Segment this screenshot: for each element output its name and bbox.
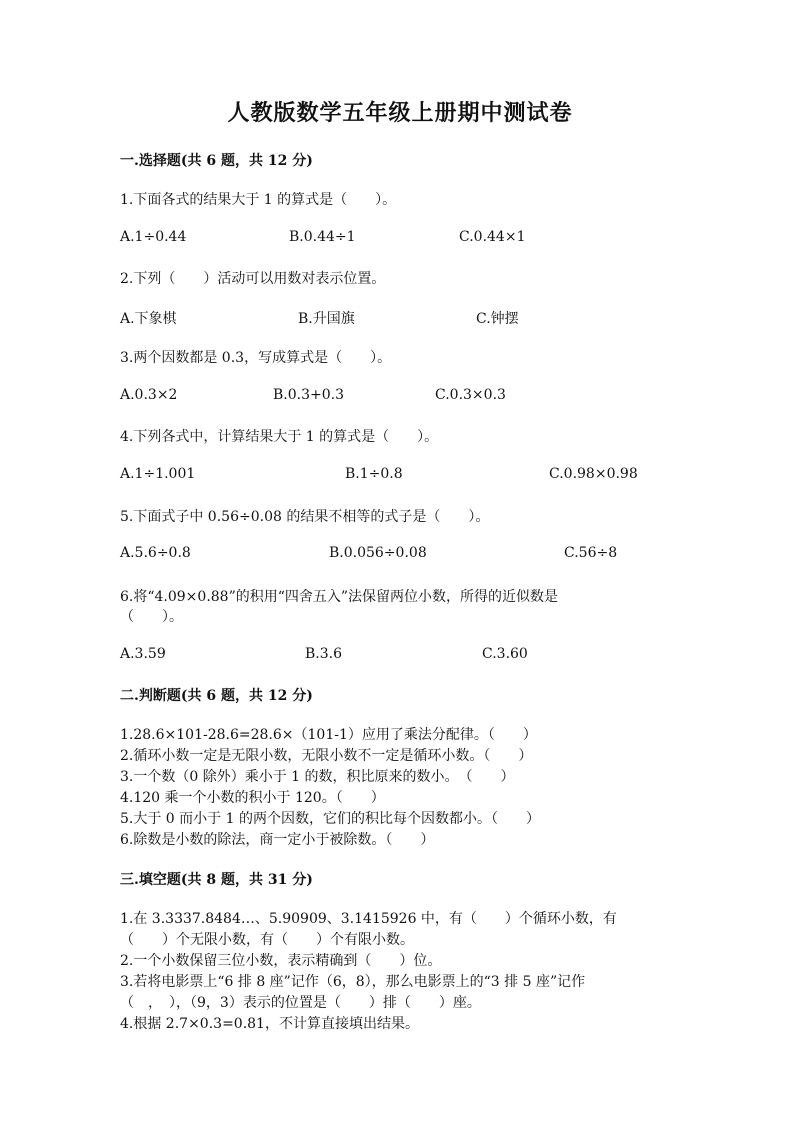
judgment-item-1: 1.28.6×101-28.6=28.6×（101-1）应用了乘法分配律。（ ） bbox=[120, 727, 537, 743]
section-heading-choice: 一.选择题(共 6 题，共 12 分) bbox=[120, 153, 313, 169]
question-5: 5.下面式子中 0.56÷0.08 的结果不相等的式子是（ ）。 bbox=[120, 509, 490, 525]
fill-line-1: 1.在 3.3337.8484…、5.90909、3.1415926 中，有（ ）个循环小数，有 bbox=[120, 911, 617, 927]
question-3: 3.两个因数都是 0.3，写成算式是（ ）。 bbox=[120, 350, 392, 366]
option-1c: C.0.44×1 bbox=[459, 229, 526, 245]
option-4c: C.0.98×0.98 bbox=[549, 466, 638, 482]
page-title: 人教版数学五年级上册期中测试卷 bbox=[227, 100, 573, 126]
option-5a: A.5.6÷0.8 bbox=[120, 545, 191, 561]
fill-line-4: 3.若将电影票上“6 排 8 座”记作（6，8），那么电影票上的“3 排 5 座”记作 bbox=[120, 974, 586, 990]
option-5c: C.56÷8 bbox=[564, 545, 618, 561]
option-6a: A.3.59 bbox=[120, 646, 166, 662]
option-3c: C.0.3×0.3 bbox=[435, 387, 506, 403]
question-6: 6.将“4.09×0.88”的积用“四舍五入”法保留两位小数，所得的近似数是 bbox=[120, 589, 559, 605]
option-5b: B.0.056÷0.08 bbox=[329, 545, 427, 561]
option-2c: C.钟摆 bbox=[476, 311, 519, 327]
fill-line-2: （ ）个无限小数，有（ ）个有限小数。 bbox=[120, 932, 414, 948]
section-heading-judgment: 二.判断题(共 6 题，共 12 分) bbox=[120, 688, 313, 704]
judgment-item-2: 2.循环小数一定是无限小数，无限小数不一定是循环小数。（ ） bbox=[120, 748, 533, 764]
option-6b: B.3.6 bbox=[305, 646, 343, 662]
judgment-item-3: 3.一个数（0 除外）乘小于 1 的数，积比原来的数小。 （ ） bbox=[120, 769, 515, 785]
option-4b: B.1÷0.8 bbox=[345, 466, 403, 482]
fill-line-6: 4.根据 2.7×0.3=0.81，不计算直接填出结果。 bbox=[120, 1016, 419, 1032]
section-heading-fill: 三.填空题(共 8 题，共 31 分) bbox=[120, 872, 313, 888]
fill-line-5: （ ， ），（9，3）表示的位置是（ ）排（ ）座。 bbox=[120, 995, 481, 1011]
question-6-cont: （ ）。 bbox=[120, 609, 183, 625]
judgment-item-4: 4.120 乘一个小数的积小于 120。（ ） bbox=[120, 790, 385, 806]
fill-line-3: 2.一个小数保留三位小数，表示精确到（ ）位。 bbox=[120, 953, 442, 969]
option-6c: C.3.60 bbox=[482, 646, 528, 662]
option-4a: A.1÷1.001 bbox=[120, 466, 196, 482]
question-4: 4.下列各式中，计算结果大于 1 的算式是（ ）。 bbox=[120, 429, 439, 445]
option-3a: A.0.3×2 bbox=[120, 387, 178, 403]
judgment-item-5: 5.大于 0 而小于 1 的两个因数，它们的积比每个因数都小。（ ） bbox=[120, 811, 540, 827]
option-1a: A.1÷0.44 bbox=[120, 229, 187, 245]
judgment-item-6: 6.除数是小数的除法，商一定小于被除数。（ ） bbox=[120, 832, 435, 848]
question-1: 1.下面各式的结果大于 1 的算式是（ ）。 bbox=[120, 192, 397, 208]
option-3b: B.0.3+0.3 bbox=[273, 387, 344, 403]
question-2: 2.下列（ ）活动可以用数对表示位置。 bbox=[120, 271, 386, 287]
option-2b: B.升国旗 bbox=[298, 311, 355, 327]
option-1b: B.0.44÷1 bbox=[289, 229, 356, 245]
option-2a: A.下象棋 bbox=[120, 311, 177, 327]
